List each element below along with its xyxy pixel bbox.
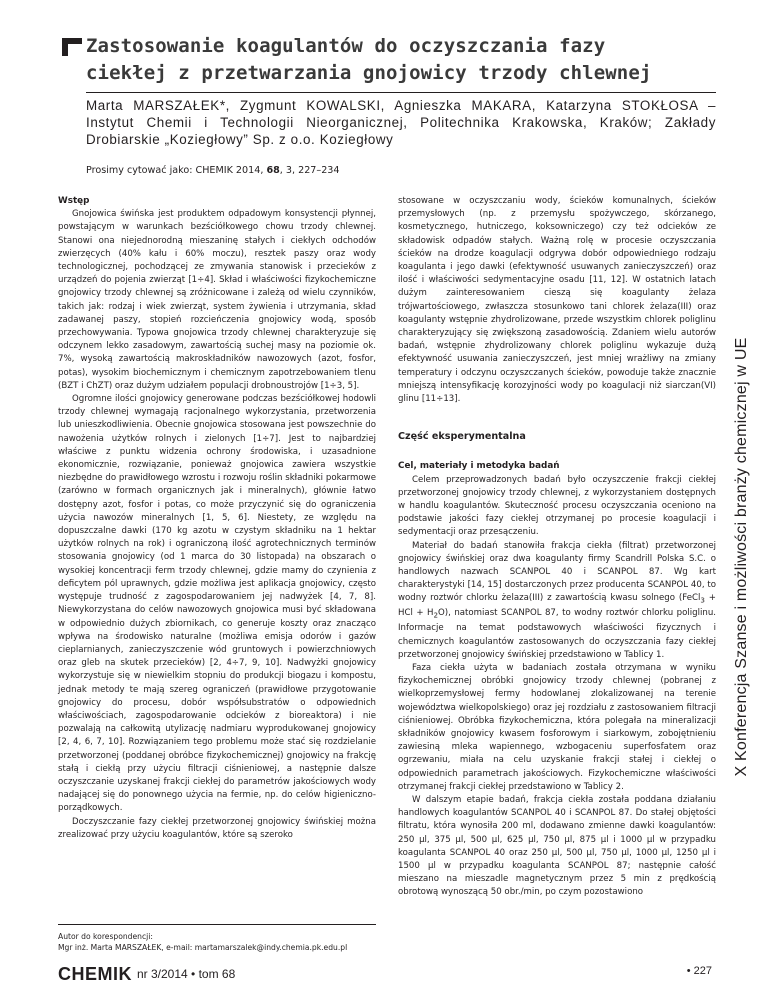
right-paragraph-4: W dalszym etapie badań, frakcja ciekła została poddana działaniu handlowych koagulantów SCANPOL 40 i SCANPOL 87. Do stałej objętości filtratu, która wynosiła 200 ml, dodawano zmienne dawki koagulantów: 250 µl, 375 µl, 500 µl, 625 µl, 750 µl, 875 µl i 1000 µl w przypadku koagulanta SCANPOL 40 oraz 250 µl, 500 µl, 750 µl, 1000 µl, 1250 µl i 1500 µl w przypadku koagulanta SCANPOL 87; następnie całość mieszano na mieszadle magnetycznym przez 5 min z prędkością obrotową wynoszącą 50 obr./min, po czym pozostawiono — [398, 794, 716, 898]
correspondence-text: Mgr inż. Marta MARSZAŁEK, e-mail: martamarszalek@indy.chemia.pk.edu.pl — [58, 943, 348, 952]
page-number: • 227 — [686, 965, 712, 977]
citation-suffix: , 3, 227–234 — [279, 165, 340, 176]
journal-logo: CHEMIK — [58, 963, 132, 984]
citation-volume: 68 — [266, 165, 280, 176]
correspondence-box — [58, 924, 376, 953]
left-paragraph-3: Doczyszczanie fazy ciekłej przetworzonej gnojowicy świńskiej można zrealizować przy użyciu koagulantów, które są szeroko — [58, 816, 376, 840]
title-divider — [86, 92, 716, 93]
subscript-3: 3 — [700, 596, 705, 606]
intro-heading: Wstęp — [58, 196, 90, 206]
subsection-heading: Cel, materiały i metodyka badań — [398, 461, 560, 472]
authors-affiliation: Marta MARSZAŁEK*, Zygmunt KOWALSKI, Agnieszka MAKARA, Katarzyna STOKŁOSA – Instytut Chemii i Technologii Nieorganicznej, Politechnika Krakowska, Kraków; Zakłady Drobiarskie „Koziegłowy” Sp. z o.o. Koziegłowy — [86, 98, 716, 147]
right-column — [398, 195, 716, 900]
left-paragraph-2: Ogromne ilości gnojowicy generowane podczas bezściółkowej hodowli trzody chlewnej wymagają racjonalnego wykorzystania, przetworzenia lub unieszkodliwienia. Obecnie gnojowica stosowana jest powszechnie do nawożenia użytków rolnych i zielonych [1÷7]. Jest to najbardziej właściwe z punktu widzenia ochrony środowiska, i uzasadnione ekonomicznie, rozwiązanie, ponieważ gnojowica zawiera wszystkie niezbędne do prawidłowego wzrostu i rozwoju roślin składniki pokarmowe (zarówno w formach organicznych jak i mineralnych), głównie łatwo dostępny azot, fosfor i potas, co może przyczynić się do ograniczenia użycia nawozów mineralnych [1, 5, 6]. Niestety, ze względu na dopuszczalne dawki (170 kg azotu w czystym składniku na 1 hektar użytków rolnych na rok) i ograniczoną ilość agrotechnicznych terminów stosowania gnojowicy (od 1 marca do 30 listopada) na obszarach o wysokiej koncentracji ferm trzody chlewnej, gdzie mamy do czynienia z deficytem pól uprawnych, gdzie możliwa jest aplikacja gnojowicy, często występuje trudność z zagospodarowaniem jej nadwyżek [4, 7, 8]. Niewykorzystana do celów nawozowych gnojowica musi być składowana w odpowiednio dużych zbiornikach, co generuje koszty oraz znacząco wpływa na środowisko naturalne (możliwa emisja odorów i gazów cieplarnianych, zanieczyszczenie wód gruntowych i powierzchniowych oraz gleb na skutek przecieków) [2, 4÷7, 9, 10]. Nadwyżki gnojowicy wykorzystuje się w niewielkim stopniu do produkcji biogazu i kompostu, jednak metody te mają szereg ograniczeń (prawidłowe przygotowanie gnojowicy do procesu, dobór współsubstratów o odpowiednich właściwościach, zagospodarowanie odcieków z bioreaktora) i nie pozwalają na całkowitą utylizację nadmiaru wyprodukowanej gnojowicy [2, 4, 6, 7, 10]. Rozwiązaniem tego problemu może stać się rozdzielanie przetworzonej (poddanej obróbce fizykochemicznej) gnojowicy na frakcję stałą i ciekłą przy użyciu filtracji ciśnieniowej, a następnie dalsze oczyszczanie uzyskanej frakcji ciekłej do parametrów jakościowych wody nadającej się do ponownego użycia na fermie, np. do celów higieniczno-porządkowych. — [58, 394, 376, 814]
subscript-2: 2 — [433, 611, 439, 621]
right-intro: stosowane w oczyszczaniu wody, ścieków komunalnych, ścieków przemysłowych (np. z przemysłu spożywczego, skórzanego, kosmetycznego, hutniczego, koksowniczego) czy też odcieków ze składowisk odpadów stałych. Ważną rolę w procesie oczyszczania ścieków na drodze koagulacji odgrywa dobór odpowiedniego rodzaju koagulanta i jego dawki (efektywność usuwanych zanieczyszczeń) oraz ilość i właściwości sedymentacyjne osadu [11, 12]. W ostatnich latach dużym zainteresowaniem cieszą się koagulanty żelaza trójwartościowego, zwłaszcza stosunkowo tani chlorek żelaza(III) oraz koagulanty wstępnie zhydrolizowane, przede wszystkim chlorek poliglinu charakteryzujący się zwiększoną zasadowością. Zdaniem wielu autorów badań, wstępnie zhydrolizowany chlorek poliglinu wykazuje dużą efektywność usuwania zanieczyszczeń, jest mniej wrażliwy na zmiany temperatury i odczynu oczyszczanych ścieków, powoduje także znacznie mniejszą intensyfikację korozyjności wody po koagulacji niż siarczan(VI) glinu [11÷13]. — [398, 196, 716, 405]
section-heading: Część eksperymentalna — [398, 431, 526, 443]
journal-issue: nr 3/2014 • tom 68 — [137, 967, 236, 981]
citation-line — [86, 165, 716, 176]
article-title: Zastosowanie koagulantów do oczyszczania fazy ciekłej z przetwarzania gnojowicy trzody chlewnej — [86, 35, 652, 84]
left-paragraph-1: Gnojowica świńska jest produktem odpadowym konsystencji płynnej, powstającym w warunkach bezściółkowego chowu trzody chlewnej. Stanowi ona niejednorodną mieszaninę stałych i ciekłych odchodów zwierzęcych (40% kału i 60% moczu), resztek paszy oraz wody technologicznej, pochodzącej ze zmywania stanowisk i przecieków z urządzeń do pojenia zwierząt [1÷4]. Skład i właściwości fizykochemiczne gnojowicy trzody chlewnej są zróżnicowane i zależą od wielu czynników, takich jak: rodzaj i wiek zwierząt, system żywienia i utrzymania, skład zadawanej paszy, stopień rozcieńczenia gnojowicy wodą, sposób przechowywania. Typowa gnojowica trzody chlewnej charakteryzuje się odczynem lekko zasadowym, zawartością suchej masy na poziomie ok. 7%, wysoką zawartością makroskładników nawozowych (azot, fosfor, potas), wysokim biochemicznym i chemicznym zapotrzebowaniem tlenu (BZT i ChZT) oraz dużym udziałem populacji drobnoustrojów [1÷3, 5]. — [58, 209, 376, 391]
right-paragraph-2-b: + HCl + H — [398, 593, 716, 619]
left-column — [58, 195, 376, 842]
right-paragraph-2-c: O), natomiast SCANPOL 87, to wodny roztwór chlorku poliglinu. Informacje na temat podstawowych właściwości fizycznych i chemicznych koagulantów zastosowanych do oczyszczania fazy ciekłej przetworzonej gnojowicy świńskiej przedstawiono w Tablicy 1. — [398, 608, 716, 660]
corner-bracket — [62, 38, 82, 56]
correspondence-label: Autor do korespondencji: — [58, 932, 153, 941]
right-paragraph-2-a: Materiał do badań stanowiła frakcja ciekła (filtrat) przetworzonej gnojowicy świńskiej oraz dwa koagulanty firmy Scandrill Polska S.C. o handlowych nazwach SCANPOL 40 i SCANPOL 87. Wg kart charakterystyki [14, 15] dostarczonych przez producenta SCANPOL 40, to wodny roztwór chlorku żelaza(III) z zawartością kwasu solnego (FeCl — [398, 540, 716, 604]
footer-journal — [58, 962, 235, 986]
citation-prefix: Prosimy cytować jako: CHEMIK 2014, — [86, 165, 267, 176]
right-paragraph-3: Faza ciekła użyta w badaniach została otrzymana w wyniku fizykochemicznej obróbki gnojowicy trzody chlewnej (pobranej z wielkoprzemysłowej fermy hodowlanej zlokalizowanej na terenie województwa wielkopolskiego) oraz jej rozdziału z zastosowaniem filtracji ciśnieniowej. Obróbka fizykochemiczna, która polegała na mineralizacji składników gnojowicy kwasem fosforowym i siarkowym, zobojętnieniu zawiesiną mleka wapiennego, wzbogaceniu superfosfatem oraz ogrzewaniu, miała na celu uzyskanie frakcji stałej i ciekłej o odpowiednich parametrach jakościowych. Fizykochemiczne właściwości otrzymanej frakcji ciekłej przedstawiono w Tablicy 2. — [398, 662, 716, 792]
right-paragraph-2 — [398, 540, 716, 662]
right-paragraph-1: Celem przeprowadzonych badań było oczyszczenie frakcji ciekłej przetworzonej gnojowicy trzody chlewnej, z wykorzystaniem dostępnych w handlu koagulantów. Skuteczność procesu oczyszczania oceniono na podstawie jakości fazy ciekłej otrzymanej po procesie koagulacji i sedymentacji oraz przesączeniu. — [398, 474, 716, 538]
side-banner-text: X Konferencja Szanse i możliwości branży chemicznej w UE — [733, 337, 750, 777]
